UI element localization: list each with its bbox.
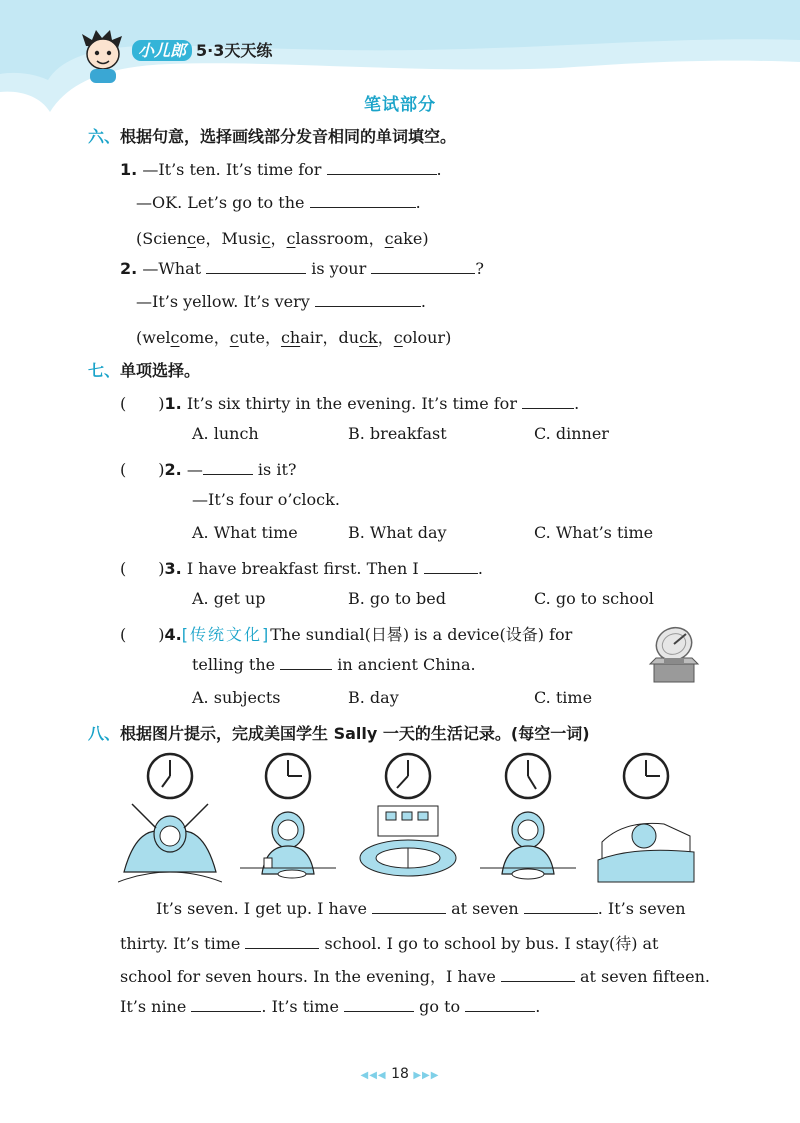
question-number: 3.	[164, 559, 182, 578]
passage-text: . It’s seven	[597, 899, 686, 918]
s8-line4	[120, 997, 540, 1016]
passage-text: at seven fifteen.	[579, 967, 710, 986]
underlined-letters: c	[187, 229, 197, 248]
right-arrows-icon: ▶▶▶	[413, 1070, 440, 1081]
option-a[interactable]: A. subjects	[192, 688, 281, 707]
left-arrows-icon: ◀◀◀	[360, 1070, 387, 1081]
passage-text: It’s seven. I get up. I have	[156, 899, 367, 918]
question-text: —It’s yellow. It’s very	[136, 292, 310, 311]
question-text: is your	[311, 259, 367, 278]
question-number: 4.	[164, 625, 182, 644]
answer-blank[interactable]	[191, 997, 261, 1012]
answer-blank[interactable]	[344, 997, 414, 1012]
passage-text: school. I go to school by bus. I stay(待) at	[324, 934, 659, 953]
opt-text: (	[136, 229, 143, 248]
answer-blank[interactable]	[522, 394, 574, 409]
passage-text: . It’s time	[261, 997, 339, 1016]
question-text: —	[186, 460, 203, 479]
passage-text: go to	[419, 997, 461, 1016]
sundial-image	[644, 620, 704, 688]
answer-paren[interactable]: ( )	[120, 559, 165, 578]
answer-blank[interactable]	[327, 160, 437, 175]
brand-logo-text: 小儿郎	[132, 40, 192, 61]
option-a[interactable]: A. get up	[192, 589, 266, 608]
passage-text: It’s nine	[120, 997, 187, 1016]
s7-q4-line2	[192, 655, 476, 674]
question-text: telling the	[192, 655, 276, 674]
option-b[interactable]: B. What day	[348, 523, 447, 542]
section8-title: 根据图片提示，完成美国学生 Sally 一天的生活记录。(每空一词)	[120, 724, 590, 743]
s7-q1-stem	[120, 391, 579, 414]
underlined-letters: c	[229, 328, 239, 347]
option-b[interactable]: B. day	[348, 688, 399, 707]
opt-text: olour)	[402, 328, 452, 347]
question-text: It’s six thirty in the evening. It’s time for	[186, 394, 517, 413]
answer-blank[interactable]	[372, 899, 446, 914]
punct: .	[420, 292, 426, 311]
section7-title: 单项选择。	[120, 361, 201, 380]
opt-text: e，Musi	[196, 229, 262, 248]
s8-line3	[120, 964, 710, 987]
passage-text: at seven	[451, 899, 519, 918]
opt-text: ute，	[238, 328, 281, 347]
question-text: —What	[142, 259, 202, 278]
s6-q1-options	[136, 226, 429, 249]
option-a[interactable]: A. lunch	[192, 424, 259, 443]
answer-blank[interactable]	[501, 967, 575, 982]
underlined-letters: ck	[359, 328, 378, 347]
opt-text: air，du	[300, 328, 360, 347]
punct: .	[436, 160, 442, 179]
section7-heading	[88, 358, 200, 381]
s7-q3-stem	[120, 556, 483, 579]
question-number: 2.	[164, 460, 182, 479]
answer-paren[interactable]: ( )	[120, 625, 165, 644]
answer-paren[interactable]: ( )	[120, 460, 165, 479]
option-c[interactable]: C. dinner	[534, 424, 609, 443]
opt-text: Scien	[142, 229, 188, 248]
punct: .	[477, 559, 483, 578]
answer-blank[interactable]	[280, 655, 332, 670]
answer-blank[interactable]	[371, 259, 475, 274]
question-text: —It’s four o’clock.	[192, 490, 340, 509]
question-text: in ancient China.	[337, 655, 476, 674]
culture-tag: [传统文化]	[181, 625, 271, 644]
s6-q2-line2	[136, 292, 426, 311]
s6-q2-options	[136, 325, 451, 348]
punct: .	[535, 997, 541, 1016]
opt-text: lassroom，	[295, 229, 385, 248]
underlined-letters: c	[170, 328, 180, 347]
picture-breakfast	[236, 750, 340, 890]
s7-q4-stem	[120, 622, 572, 645]
punct: .	[415, 193, 421, 212]
section8-number: 八、	[88, 724, 121, 743]
question-number: 1.	[120, 160, 138, 179]
option-c[interactable]: C. What’s time	[534, 523, 654, 542]
opt-text: ome，	[179, 328, 230, 347]
brand-series: 5·3天天练	[196, 41, 273, 60]
underlined-letters: c	[261, 229, 271, 248]
option-c[interactable]: C. time	[534, 688, 593, 707]
answer-blank[interactable]	[203, 460, 253, 475]
s8-line1	[156, 899, 686, 918]
brand-title	[132, 38, 272, 61]
option-b[interactable]: B. go to bed	[348, 589, 446, 608]
opt-text: (wel	[136, 328, 171, 347]
picture-dinner	[476, 750, 580, 890]
question-text: I have breakfast first. Then I	[186, 559, 419, 578]
answer-blank[interactable]	[206, 259, 306, 274]
option-b[interactable]: B. breakfast	[348, 424, 447, 443]
opt-text: ake)	[393, 229, 429, 248]
question-text: —OK. Let’s go to the	[136, 193, 305, 212]
option-c[interactable]: C. go to school	[534, 589, 654, 608]
section8-heading	[88, 721, 590, 744]
s6-q1-line2	[136, 193, 421, 212]
section6-number: 六、	[88, 127, 121, 146]
answer-blank[interactable]	[310, 193, 416, 208]
punct: ?	[475, 259, 484, 278]
page-number-text: 18	[391, 1066, 409, 1082]
page-number	[0, 1066, 800, 1082]
answer-blank[interactable]	[524, 899, 598, 914]
section6-heading	[88, 124, 456, 147]
underlined-letters: c	[384, 229, 394, 248]
answer-blank[interactable]	[245, 934, 319, 949]
opt-text: ，	[377, 328, 394, 347]
answer-paren[interactable]: ( )	[120, 394, 165, 413]
picture-bed	[594, 750, 698, 890]
punct: .	[574, 394, 580, 413]
passage-text: thirty. It’s time	[120, 934, 241, 953]
part-title: 笔试部分	[364, 95, 436, 115]
picture-school	[356, 750, 460, 890]
s8-line2	[120, 931, 659, 954]
underlined-letters: c	[393, 328, 403, 347]
s6-q2-line1	[120, 259, 484, 278]
option-a[interactable]: A. What time	[192, 523, 298, 542]
answer-blank[interactable]	[465, 997, 535, 1012]
question-number: 2.	[120, 259, 138, 278]
section6-title: 根据句意，选择画线部分发音相同的单词填空。	[120, 127, 457, 146]
answer-blank[interactable]	[315, 292, 421, 307]
question-text: —It’s ten. It’s time for	[142, 160, 322, 179]
answer-blank[interactable]	[424, 559, 478, 574]
question-text: The sundial(日晷) is a device(设备) for	[270, 625, 573, 644]
underlined-letters: ch	[280, 328, 301, 347]
opt-text: ，	[270, 229, 287, 248]
underlined-letters: c	[286, 229, 296, 248]
picture-wake-up	[118, 750, 222, 890]
mascot-icon	[78, 28, 128, 84]
question-text: is it?	[257, 460, 297, 479]
s6-q1-line1	[120, 160, 442, 179]
section7-number: 七、	[88, 361, 121, 380]
s7-q2-stem	[120, 457, 296, 480]
passage-text: school for seven hours. In the evening，I have	[120, 967, 496, 986]
question-number: 1.	[164, 394, 182, 413]
